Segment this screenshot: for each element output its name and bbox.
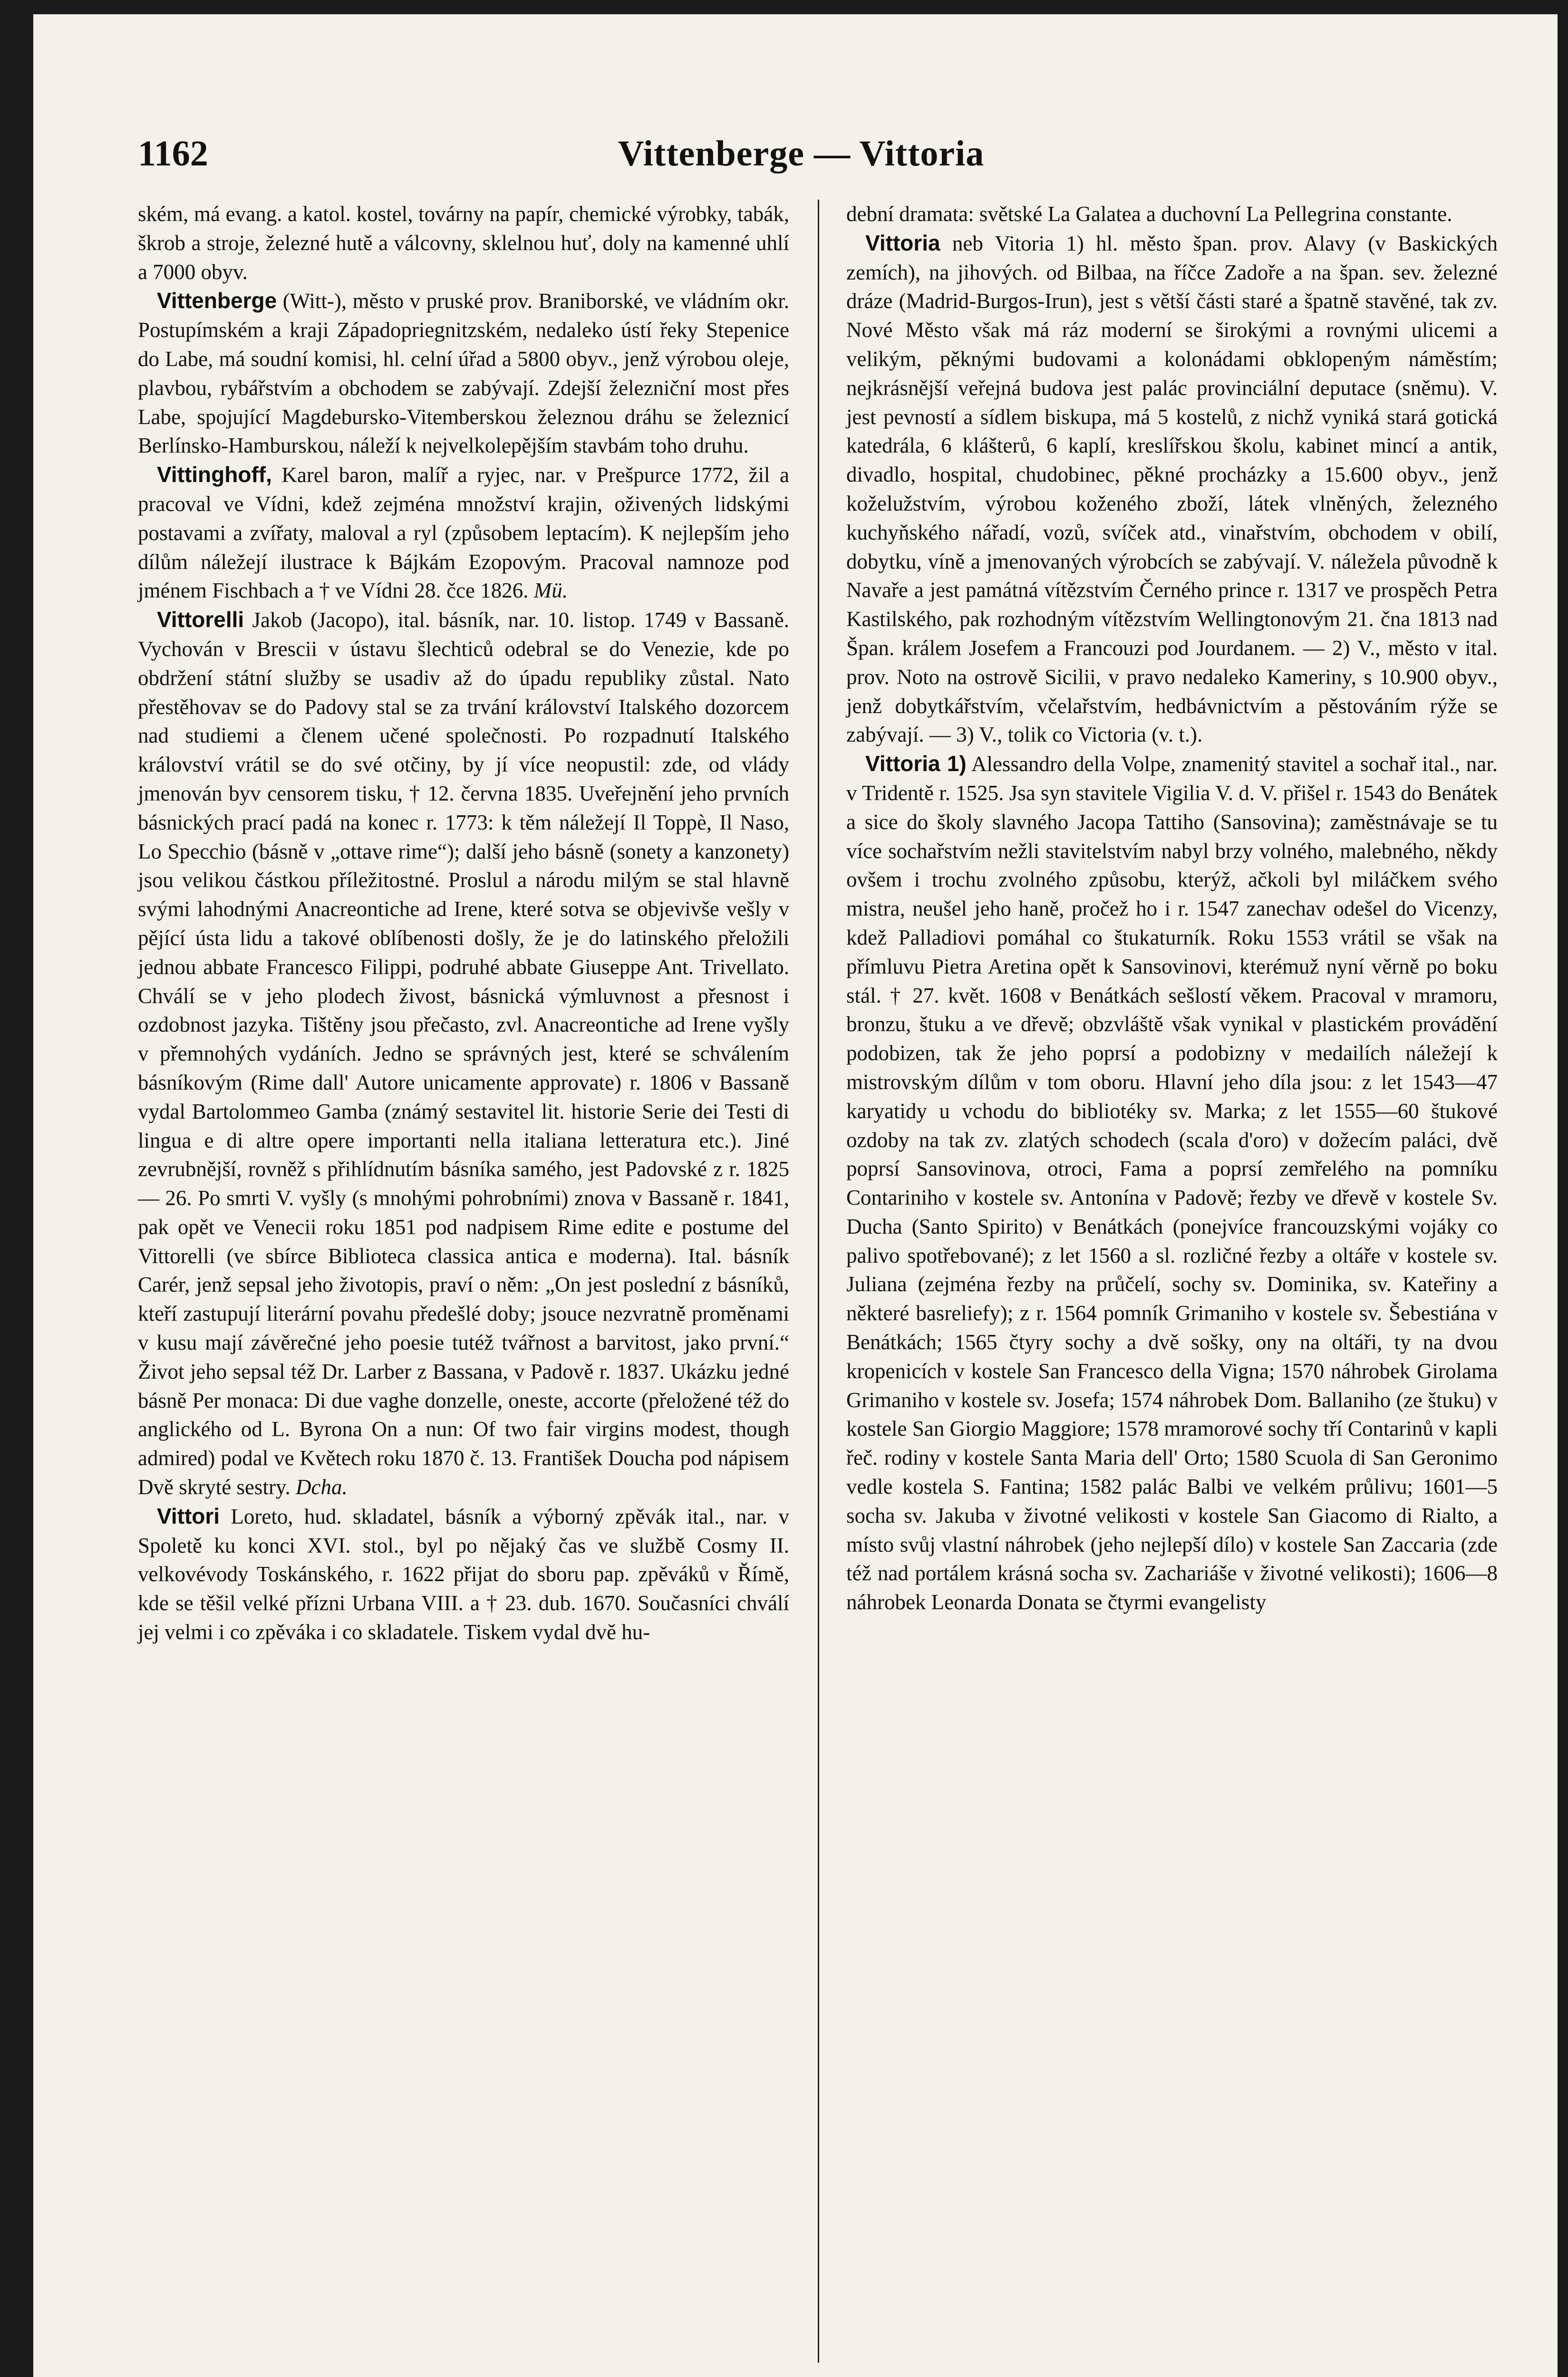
entry-continuation: [138, 200, 789, 286]
entry-headword: Vittenberge: [157, 288, 277, 313]
entry-vittinghoff: [138, 460, 789, 605]
right-column: [846, 200, 1498, 1617]
entry-text: Karel baron, malíř a ryjec, nar. v Prešpurce 1772, žil a pracoval ve Vídni, kdež zejména množství krajin, oživených lidskými postavami a zvířaty, maloval a ryl (způsobem leptacím). K nejlepším jeho dílům náležejí ilustrace k Bájkám Ezopovým. Pracoval namnoze pod jménem Fischbach a † ve Vídni 28. čce 1826.: [138, 463, 789, 603]
entry-headword: Vittinghoff,: [157, 462, 272, 487]
entry-text: neb Vitoria 1) hl. město špan. prov. Alavy (v Baskických zemích), na jihových. od Bilbaa, na říčce Zadoře a na špan. sev. železné dráze (Madrid-Burgos-Irun), jest s větší části staré a špatně stavěné, tak zv. Nové Město však má ráz moderní se širokými a rovnými ulicemi a velikým, pěknými budovami a kolonádami obklopeným náměstím; nejkrásnější veřejná budova jest palác provinciální deputace (sněmu). V. jest pevností a sídlem biskupa, má 5 kostelů, z nichž vyniká stará gotická katedrála, 6 klášterů, 6 kaplí, kreslířskou školu, kabinet mincí a antik, divadlo, hospital, chudobinec, pěkné procházky a 15.600 obyv., jenž koželužstvím, výrobou koženého zboží, látek vlněných, železného kuchyňského nářadí, vozů, svíček atd., vinařstvím, obchodem v obilí, dobytku, víně a jmenovaných výrobcích se zabývají. V. náležela původně k Navaře a jest památná vítězstvím Černého prince r. 1317 ve prospěch Petra Kastilského, pak rozhodným vítězstvím Wellingtonovým 21. čna 1813 nad Špan. králem Josefem a Francouzi pod Jourdanem. — 2) V., město v ital. prov. Noto na ostrově Sicilii, v pravo nedaleko Kameriny, s 10.900 obyv., jenž dobytkářstvím, včelařstvím, hedbávnictvím a pěstováním rýže se zabývají. — 3) V., tolik co Victoria (v. t.).: [846, 231, 1498, 747]
entry-text: dební dramata: světské La Galatea a duchovní La Pellegrina constante.: [846, 202, 1452, 226]
entry-text: Jakob (Jacopo), ital. básník, nar. 10. listop. 1749 v Bassaně. Vychován v Brescii v ústavu šlechticů odebral se do Venezie, kde po obdržení státní služby se usadiv až do úpadu republiky zůstal. Nato přestěhovav se do Padovy stal se za trvání království Italského dozorcem nad studiemi a členem učené společnosti. Po rozpadnutí Italského království vrátil se do své otčiny, by jí více neopustil: zde, od vlády jmenován byv censorem tisku, † 12. června 1835. Uveřejnění jeho prvních básnických prací padá na konec r. 1773: k těm náležejí Il Toppè, Il Naso, Lo Specchio (básně v „ottave rime“); další jeho básně (sonety a kanzonety) jsou velikou částkou příležitostné. Proslul a národu milým se stal hlavně svými lahodnými Anacreontiche ad Irene, které sotva se objevivše vešly v pějící ústa lidu a takové oblíbenosti došly, že je do latinského přeložili jednou abbate Francesco Filippi, podruhé abbate Giuseppe Ant. Trivellato. Chválí se v jeho plodech živost, básnická výmluvnost a přesnost i ozdobnost jazyka. Tištěny jsou přečasto, zvl. Anacreontiche ad Irene vyšly v přemnohých vydáních. Jedno se správných jest, které se schválením básníkovým (Rime dall' Autore unicamente approvate) r. 1806 v Bassaně vydal Bartolommeo Gamba (známý sestavitel lit. historie Serie dei Testi di lingua e di altre opere importanti nella italiana letteratura etc.). Jiné zevrubnější, rovněž s přihlídnutím básníka samého, jest Padovské z r. 1825 — 26. Po smrti V. vyšly (s mnohými pohrobními) znova v Bassaně r. 1841, pak opět ve Venecii roku 1851 pod nadpisem Rime edite e postume del Vittorelli (ve sbírce Biblioteca classica antica e moderna). Ital. básník Carér, jenž sepsal jeho životopis, praví o něm: „On jest poslední z básníků, kteří zastupují literární povahu předešlé doby; jsouce nezvratně proměnami v kusu mají závěrečné jeho poesie tutéž tvářnost a barvitost, jako první.“ Život jeho sepsal též Dr. Larber z Bassana, v Padově r. 1837. Ukázku jedné básně Per monaca: Di due vaghe donzelle, oneste, accorte (přeložené též do anglického od L. Byrona On a nun: Of two fair virgins modest, though admired) podal ve Květech roku 1870 č. 13. František Doucha pod nápisem Dvě skryté sestry.: [138, 608, 790, 1499]
entry-signature: Mü.: [533, 579, 568, 603]
page-header: [119, 124, 1483, 195]
entry-vittorelli: [138, 605, 789, 1502]
entry-headword: Vittoria 1): [865, 751, 967, 776]
entry-headword: Vittorelli: [157, 607, 244, 632]
scan-border-left: [0, 0, 33, 2377]
entry-text: (Witt-), město v pruské prov. Braniborské, ve vládním okr. Postupímském a kraji Západopriegnitzském, nedaleko ústí řeky Stepenice do Labe, má soudní komisi, hl. celní úřad a 5800 obyv., jenž výrobou oleje, plavbou, rybářstvím a obchodem se zabývají. Zdejší železniční most přes Labe, spojující Magdebursko-Vitemberskou železnou dráhu se železnicí Berlínsko-Hamburskou, náleží k nejvelkolepějším stavbám toho druhu.: [138, 289, 790, 458]
entry-headword: Vittori: [157, 1503, 220, 1528]
entry-text: Loreto, hud. skladatel, básník a výborný zpěvák ital., nar. v Spoletě ku konci XVI. stol., byl po nějaký čas ve službě Cosmy II. velkovévody Toskánského, r. 1622 přijat do sboru pap. zpěváků v Římě, kde se těšil velké přízni Urbana VIII. a † 23. dub. 1670. Současníci chválí jej velmi i co zpěváka i co skladatele. Tiskem vydal dvě hu-: [138, 1504, 789, 1644]
dictionary-page: [119, 124, 1498, 2367]
text-columns: [138, 200, 1498, 2367]
entry-vittoria-alessandro: [846, 749, 1498, 1617]
scan-border-top: [0, 0, 1568, 14]
entry-signature: Dcha.: [296, 1475, 348, 1499]
left-column: [138, 200, 789, 1647]
entry-vittori: [138, 1502, 789, 1647]
entry-vittoria-city: [846, 229, 1498, 749]
running-head: Vittenberge — Vittoria: [618, 134, 985, 174]
entry-text: ském, má evang. a katol. kostel, továrny na papír, chemické výrobky, tabák, škrob a stroje, železné hutě a válcovny, sklelnou huť, doly na kamenné uhlí a 7000 obyv.: [138, 202, 789, 284]
column-divider: [818, 200, 819, 2363]
entry-text: Alessandro della Volpe, znamenitý stavitel a sochař ital., nar. v Tridentě r. 1525. Jsa syn stavitele Vigilia V. d. V. přišel r. 1543 do Benátek a sice do školy slavného Jacopa Tattiho (Sansovina); zaměstnávaje se tu více sochařstvím nežli stavitelstvím nabyl brzy volného, malebného, někdy ovšem i trochu zvolného způsobu, kterýž, ačkoli byl miláčkem svého mistra, neušel jeho haně, pročež ho i r. 1547 zanechav odešel do Vicenzy, kdež Palladiovi pomáhal co štukaturník. Roku 1553 vrátil se však na přímluvu Pietra Aretina opět k Sansovinovi, kterémuž nyní věrně po boku stál. † 27. květ. 1608 v Benátkách sešlostí věkem. Pracoval v mramoru, bronzu, štuku a ve dřevě; obzvláště však vynikal v plastickém provádění podobizen, tak že jeho poprsí a podobizny v medailích náležejí k mistrovským dílům v tom oboru. Hlavní jeho díla jsou: z let 1543—47 karyatidy u vchodu do bibliotéky sv. Marka; z let 1555—60 štukové ozdoby na tak zv. zlatých schodech (scala d'oro) v dožecím paláci, dvě poprsí Sansovinova, otroci, Fama a poprsí zemřelého na pomníku Contariniho v kostele sv. Antonína v Padově; řezby ve dřevě v kostele Sv. Ducha (Santo Spirito) v Benátkách (ponejvíce francouzskými vojáky co palivo spotřebované); z let 1560 a sl. rozličné řezby a oltáře v kostele sv. Juliana (zejména řezby na průčelí, sochy sv. Dominika, sv. Kateřiny a některé basreliefy); z r. 1564 pomník Grimaniho v kostele sv. Šebestiána v Benátkách; 1565 čtyry sochy a dvě sošky, ony na oltáři, ty na dvou kropenicích v kostele San Francesco della Vigna; 1570 náhrobek Girolama Grimaniho v kostele sv. Josefa; 1574 náhrobek Dom. Ballaniho (ze štuku) v kostele San Giorgio Maggiore; 1578 mramorové sochy tří Contarinů v kapli řeč. rodiny v kostele Santa Maria dell' Orto; 1580 Scuola di San Geronimo vedle kostela S. Fantina; 1582 palác Balbi ve velkém průlivu; 1601—5 socha sv. Jakuba v životné velikosti v kostele San Giacomo di Rialto, a místo svůj vlastní náhrobek (jeho nejlepší dílo) v kostele San Zaccaria (zde též nad portálem krásná socha sv. Zachariáše v životné velikosti); 1606—8 náhrobek Leonarda Donata se čtyrmi evangelisty: [846, 752, 1498, 1614]
entry-headword: Vittoria: [865, 230, 940, 255]
page-number: 1162: [138, 134, 208, 174]
entry-vittenberge: [138, 286, 789, 460]
scan-border-right: [1558, 0, 1568, 2377]
entry-continuation: [846, 200, 1498, 229]
